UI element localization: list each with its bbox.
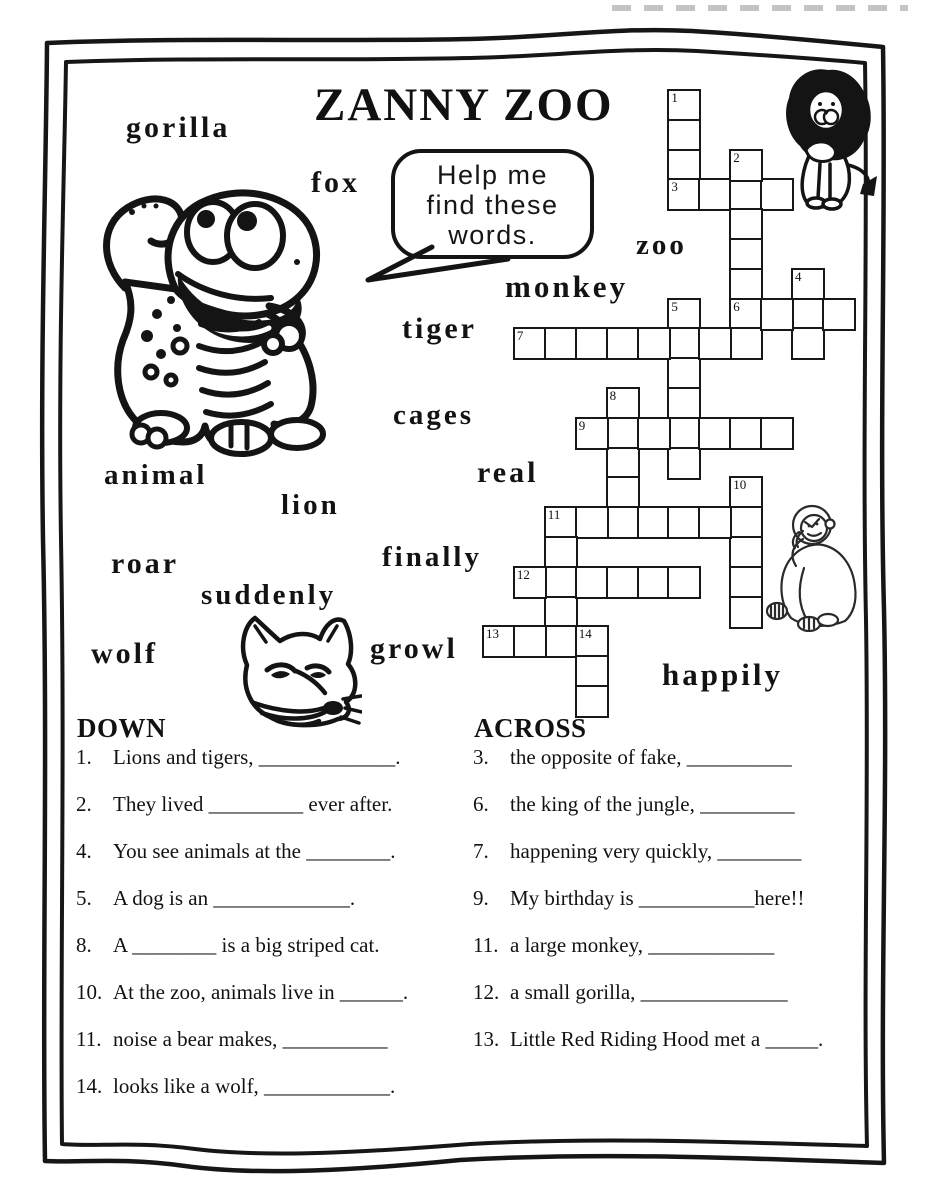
grid-cell (760, 417, 794, 450)
grid-cell (575, 506, 609, 539)
grid-cell-12 (513, 566, 547, 599)
clue-number: 7. (473, 839, 489, 863)
grid-cell (544, 536, 578, 569)
grid-cell (667, 417, 701, 450)
grid-cell-8 (606, 387, 640, 420)
word-happily: happily (662, 657, 783, 692)
clue-number: 2. (76, 792, 92, 816)
word-growl: growl (370, 632, 458, 665)
grid-cell-5 (667, 298, 701, 331)
grid-cell-1 (667, 89, 701, 122)
grid-cell (729, 566, 763, 599)
clue-text: A dog is an _____________. (113, 886, 356, 910)
clue-text: They lived _________ ever after. (113, 792, 393, 816)
word-real: real (477, 456, 539, 489)
grid-cell-number: 10 (733, 477, 747, 493)
clue-text: the king of the jungle, _________ (510, 792, 795, 816)
grid-cell (544, 327, 578, 360)
clue-text: noise a bear makes, __________ (113, 1027, 388, 1051)
clue-text: looks like a wolf, ____________. (113, 1074, 396, 1098)
grid-cell-number: 4 (795, 268, 802, 284)
grid-cell-7 (513, 327, 547, 360)
grid-cell (667, 119, 701, 152)
grid-cell (698, 327, 732, 360)
down-clue-14 (76, 1073, 471, 1120)
word-tiger: tiger (402, 312, 477, 345)
grid-cell-number: 12 (516, 566, 530, 582)
grid-cell (575, 655, 609, 688)
clue-number: 1. (76, 745, 92, 769)
word-cages: cages (393, 399, 475, 431)
clue-text: the opposite of fake, __________ (510, 745, 792, 769)
grid-cell (575, 566, 609, 599)
down-clue-11 (76, 1026, 471, 1073)
wolf-illustration (222, 613, 362, 745)
down-clues (76, 744, 471, 1120)
grid-cell-10 (729, 476, 763, 509)
across-clues (473, 744, 905, 1073)
grid-cell (791, 327, 825, 360)
grid-cell-number: 2 (733, 149, 740, 165)
clue-text: happening very quickly, ________ (510, 839, 802, 863)
grid-cell (729, 268, 763, 301)
grid-cell (791, 298, 825, 331)
clue-number: 4. (76, 839, 92, 863)
clue-text: Little Red Riding Hood met a _____. (510, 1027, 824, 1051)
clue-number: 11. (473, 933, 499, 957)
clue-number: 9. (473, 886, 489, 910)
grid-cell (667, 447, 701, 480)
speech-bubble (391, 149, 594, 259)
word-finally: finally (382, 541, 482, 573)
dinosaur-illustration (85, 162, 335, 458)
clue-number: 3. (473, 745, 489, 769)
clue-text: At the zoo, animals live in ______. (113, 980, 409, 1004)
grid-cell (606, 566, 640, 599)
grid-cell (637, 506, 671, 539)
word-gorilla: gorilla (126, 111, 231, 144)
clue-number: 12. (473, 980, 500, 1004)
clue-text: My birthday is ___________here!! (510, 886, 805, 910)
grid-cell (606, 417, 640, 450)
grid-cell (637, 417, 671, 450)
grid-cell-11 (544, 506, 578, 539)
across-clue-3 (473, 744, 905, 791)
clue-text: a small gorilla, ______________ (510, 980, 788, 1004)
grid-cell (637, 566, 671, 599)
grid-cell (729, 506, 763, 539)
word-animal: animal (104, 459, 208, 491)
grid-cell-2 (729, 149, 763, 182)
grid-cell (729, 596, 763, 629)
grid-cell (729, 417, 763, 450)
grid-cell (544, 566, 578, 599)
grid-cell-9 (575, 417, 609, 450)
grid-cell (667, 149, 701, 182)
grid-cell (760, 298, 794, 331)
grid-cell (667, 566, 701, 599)
word-suddenly: suddenly (201, 579, 337, 611)
grid-cell (729, 238, 763, 271)
clue-text: You see animals at the ________. (113, 839, 396, 863)
clue-text: Lions and tigers, _____________. (113, 745, 401, 769)
across-clue-6 (473, 791, 905, 838)
clue-number: 8. (76, 933, 92, 957)
grid-cell-number: 5 (671, 298, 678, 314)
grid-cell (729, 536, 763, 569)
grid-cell-13 (482, 625, 516, 658)
page-title: ZANNY ZOO (314, 79, 614, 131)
grid-cell (698, 178, 732, 211)
word-roar: roar (111, 547, 180, 580)
grid-cell (544, 625, 578, 658)
across-clue-13 (473, 1026, 905, 1073)
across-clue-9 (473, 885, 905, 932)
grid-cell (606, 476, 640, 509)
grid-cell (729, 327, 763, 360)
grid-cell-4 (791, 268, 825, 301)
grid-cell-3 (667, 178, 701, 211)
across-header: ACROSS (474, 713, 587, 743)
clue-number: 11. (76, 1027, 102, 1051)
grid-cell-14 (575, 625, 609, 658)
grid-cell (698, 417, 732, 450)
grid-cell-6 (729, 298, 763, 331)
grid-cell (667, 327, 701, 360)
clue-number: 10. (76, 980, 103, 1004)
down-clue-10 (76, 979, 471, 1026)
down-clue-2 (76, 791, 471, 838)
grid-cell-number: 6 (733, 298, 740, 314)
grid-cell-number: 8 (609, 388, 617, 403)
grid-cell (606, 327, 640, 360)
down-header: DOWN (77, 713, 166, 743)
clue-number: 5. (76, 886, 92, 910)
across-clue-12 (473, 979, 905, 1026)
grid-cell (667, 357, 701, 390)
lion-illustration (780, 66, 877, 211)
down-clue-8 (76, 932, 471, 979)
grid-cell (637, 327, 671, 360)
bubble-line-2: find these (426, 190, 559, 220)
grid-cell (575, 327, 609, 360)
bubble-line-3: words. (448, 220, 537, 250)
grid-cell (606, 447, 640, 480)
bubble-line-1: Help me (436, 160, 549, 190)
grid-cell-number: 9 (578, 417, 586, 433)
grid-cell (822, 298, 856, 331)
word-zoo: zoo (636, 229, 687, 261)
grid-cell-number: 7 (516, 328, 524, 344)
clue-number: 13. (473, 1027, 500, 1051)
grid-cell-number: 3 (671, 179, 678, 195)
grid-cell (667, 506, 701, 539)
clue-text: a large monkey, ____________ (510, 933, 775, 957)
grid-cell-number: 14 (578, 626, 592, 642)
clue-number: 14. (76, 1074, 103, 1098)
grid-cell (544, 596, 578, 629)
down-clue-5 (76, 885, 471, 932)
gorilla-illustration (760, 498, 870, 632)
down-clue-4 (76, 838, 471, 885)
grid-cell-number: 1 (671, 90, 678, 105)
word-fox: fox (311, 166, 360, 199)
down-clue-1 (76, 744, 471, 791)
clue-number: 6. (473, 792, 489, 816)
grid-cell (729, 208, 763, 241)
word-lion: lion (281, 489, 340, 521)
across-clue-11 (473, 932, 905, 979)
grid-cell (729, 178, 763, 211)
grid-cell-number: 13 (486, 626, 499, 642)
grid-cell (513, 625, 547, 658)
grid-cell-number: 11 (547, 507, 561, 523)
grid-cell (698, 506, 732, 539)
grid-cell (606, 506, 640, 539)
word-wolf: wolf (91, 637, 158, 670)
clue-text: A ________ is a big striped cat. (113, 933, 380, 957)
across-clue-7 (473, 838, 905, 885)
grid-cell (667, 387, 701, 420)
word-monkey: monkey (505, 269, 629, 304)
